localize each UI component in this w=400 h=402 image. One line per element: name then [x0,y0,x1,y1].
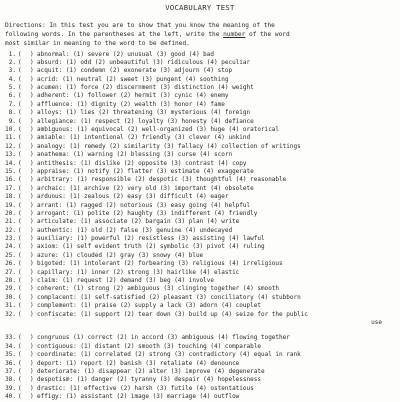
answer-blank-open[interactable]: ( [18,117,22,125]
question-row [0,302,400,310]
answer-blank-open[interactable]: ( [18,167,22,175]
question-text: bigoted: (1) intolerant (2) forbearing (3) religious (4) irreligious [37,260,283,268]
question-number: 27. [5,268,16,276]
question-row [0,67,400,75]
question-text: confiscate: (1) support (2) tear down (3) build up (4) seize for the public [37,310,308,318]
question-text: drastic: (1) effective (2) harsh (3) futile (4) ostentatious [37,384,254,392]
answer-blank-close: ) [30,201,34,209]
answer-blank-close: ) [30,384,34,392]
question-number: 33. [5,334,16,342]
question-text: acrid: (1) neutral (2) sweet (3) pungent (4) soothing [37,75,229,83]
question-row [0,311,400,319]
question-row [0,227,400,235]
question-number: 8. [8,109,16,117]
question-text: arrogant: (1) polite (2) haughty (3) indifferent (4) friendly [37,209,258,217]
question-text: alloys: (1) lies (2) threatening (3) mysterious (4) foreign [37,109,251,117]
question-number: 21. [5,218,16,226]
answer-blank-close: ) [30,310,34,318]
question-text: acquit: (1) condemn (2) exonerate (3) adjourn (4) stop [37,67,233,75]
answer-blank-close: ) [30,243,34,251]
question-text: arrant: (1) ragged (2) notorious (3) easy going (4) helpful [37,201,251,209]
question-row [0,126,400,134]
question-row [0,118,400,126]
question-text: complacent: (1) self-satisfied (2) pleasant (3) conciliatory (4) stubborn [37,293,301,301]
question-row [0,218,400,226]
answer-blank-close: ) [30,209,34,217]
question-text: analogy: (1) remedy (2) similarity (3) fallacy (4) collection of writings [37,142,301,150]
question-row [0,243,400,251]
answer-blank-open[interactable]: ( [18,359,22,367]
answer-blank-close: ) [30,302,34,310]
question-number: 13. [5,151,16,159]
question-text: acumen: (1) force (2) discernment (3) distinction (4) weight [37,84,254,92]
answer-blank-close: ) [30,184,34,192]
answer-blank-open[interactable]: ( [18,159,22,167]
answer-blank-close: ) [30,126,34,134]
question-text: complement: (1) praise (2) supply a lack (3) adorn (4) couplet [37,302,261,310]
question-text: deport: (1) report (2) banish (3) retaliate (4) denounce [37,359,240,367]
question-row [0,151,400,159]
answer-blank-open[interactable]: ( [18,126,22,134]
question-row [0,176,400,184]
answer-blank-close: ) [30,376,34,384]
question-number: 16. [5,176,16,184]
question-number: 1. [8,50,16,58]
question-number: 25. [5,251,16,259]
question-text: axiom: (1) self evident truth (2) symbolic (3) pivot (4) ruling [37,243,265,251]
question-row [0,92,400,100]
answer-blank-open[interactable]: ( [18,184,22,192]
directions-line-1: Directions: In this test you are to show that you know the meaning of the [5,22,275,29]
question-text: effigy: (1) assistant (2) image (3) marriage (4) outflow [37,393,240,401]
question-text: adherent: (1) follower (2) hermit (3) cynic (4) enemy [37,92,229,100]
answer-blank-open[interactable]: ( [18,351,22,359]
question-number: 2. [8,58,16,66]
answer-blank-close: ) [30,50,34,58]
question-text: claim: (1) request (2) demand (3) beg (4) involve [37,277,215,285]
question-row [0,59,400,67]
answer-blank-close: ) [30,260,34,268]
answer-blank-close: ) [30,176,34,184]
question-text: despotism: (1) danger (2) tyranny (3) despair (4) hopelessness [37,376,261,384]
question-text: allegiance: (1) respect (2) loyalty (3) honesty (4) defiance [37,117,254,125]
question-number: 17. [5,184,16,192]
answer-blank-open[interactable]: ( [18,201,22,209]
question-row [0,185,400,193]
answer-blank-open[interactable]: ( [18,84,22,92]
question-text: capillary: (1) inner (2) strong (3) hairlike (4) elastic [37,268,240,276]
answer-blank-open[interactable]: ( [18,310,22,318]
answer-blank-close: ) [30,92,34,100]
answer-blank-open[interactable]: ( [18,75,22,83]
answer-blank-open[interactable]: ( [18,334,22,342]
answer-blank-close: ) [30,359,34,367]
question-text: authentic: (1) old (2) false (3) genuine (4) undecayed [37,226,233,234]
answer-blank-close: ) [30,151,34,159]
question-row [0,376,400,384]
question-number: 24. [5,243,16,251]
answer-blank-close: ) [30,75,34,83]
question-row [0,235,400,243]
question-row [0,351,400,359]
answer-blank-close: ) [30,218,34,226]
question-row [0,101,400,109]
answer-blank-open[interactable]: ( [18,235,22,243]
answer-blank-open[interactable]: ( [18,50,22,58]
question-row [0,109,400,117]
question-number: 9. [8,117,16,125]
answer-blank-open[interactable]: ( [18,226,22,234]
question-text: auxiliary: (1) powerful (2) resistless (3) assisting (4) lawful [37,235,265,243]
question-text: deteriorate: (1) disappear (2) alter (3) improve (4) degenerate [37,367,265,375]
question-row [0,294,400,302]
answer-blank-close: ) [30,67,34,75]
question-text: azure: (1) clouded (2) gray (3) snowy (4) blue [37,251,204,259]
question-text: arbitrary: (1) responsible (2) despotic (3) thoughtful (4) reasonable [37,176,287,184]
question-row [0,269,400,277]
question-row [0,51,400,59]
answer-blank-close: ) [30,134,34,142]
answer-blank-open[interactable]: ( [18,142,22,150]
answer-blank-close: ) [30,367,34,375]
answer-blank-close: ) [30,277,34,285]
answer-blank-open[interactable]: ( [18,367,22,375]
question-number: 38. [5,376,16,384]
question-row [0,168,400,176]
question-row [0,334,400,342]
answer-blank-close: ) [30,117,34,125]
answer-blank-close: ) [30,109,34,117]
answer-blank-open[interactable]: ( [18,393,22,401]
directions-emphasis: number [223,31,246,38]
question-text: articulate: (1) associate (2) bargain (3) plan (4) write [37,218,240,226]
question-text: arduous: (1) zealous (2) easy (3) difficult (4) eager [37,193,229,201]
answer-blank-close: ) [30,268,34,276]
question-row [0,343,400,351]
question-row [0,368,400,376]
question-text: congruous (1) correct (2) in accord (3) ambiguous (4) flowing together [37,334,290,342]
question-text: abnormal: (1) severe (2) unusual (3) good (4) bad [37,50,215,58]
question-row [0,385,400,393]
answer-blank-open[interactable]: ( [18,342,22,350]
answer-blank-open[interactable]: ( [18,384,22,392]
question-row [0,210,400,218]
question-number: 32. [5,310,16,318]
question-number: 23. [5,235,16,243]
question-number: 18. [5,193,16,201]
answer-blank-open[interactable]: ( [18,260,22,268]
answer-blank-open[interactable]: ( [18,176,22,184]
question-text: anathema: (1) warning (2) blessing (3) curse (4) scorn [37,151,233,159]
answer-blank-close: ) [30,159,34,167]
answer-blank-close: ) [30,142,34,150]
answer-blank-open[interactable]: ( [18,92,22,100]
question-number: 35. [5,351,16,359]
answer-blank-close: ) [30,167,34,175]
answer-blank-open[interactable]: ( [18,376,22,384]
question-row [0,160,400,168]
question-number: 31. [5,302,16,310]
answer-blank-close: ) [30,235,34,243]
question-number: 40. [5,393,16,401]
answer-blank-open[interactable]: ( [18,285,22,293]
question-number: 3. [8,67,16,75]
question-number: 39. [5,384,16,392]
question-row [0,277,400,285]
answer-blank-open[interactable]: ( [18,134,22,142]
question-row [0,252,400,260]
question-text: coordinate: (1) correlated (2) strong (3) contradictory (4) equal in rank [37,351,301,359]
directions-line-3: most similar in meaning to the word to be defined. [5,40,190,47]
question-row [0,260,400,268]
answer-blank-close: ) [30,342,34,350]
answer-blank-open[interactable]: ( [18,302,22,310]
answer-blank-close: ) [30,351,34,359]
answer-blank-close: ) [30,226,34,234]
question-text: affluence: (1) dignity (2) wealth (3) honor (4) fame [37,100,225,108]
question-row [0,193,400,201]
question-text: appraise: (1) notify (2) flatter (3) estimate (4) exaggerate [37,167,254,175]
answer-blank-close: ) [30,293,34,301]
directions-line-2b: of the word [245,31,290,38]
directions [5,21,397,48]
question-continuation [0,319,400,327]
question-text: amiable: (1) intentional (2) friendly (3) clever (4) unkind [37,134,251,142]
question-text: archaic: (1) archive (2) very old (3) important (4) obsolete [37,184,254,192]
answer-blank-close: ) [30,193,34,201]
question-row [0,134,400,142]
question-row [0,393,400,401]
question-number: 29. [5,285,16,293]
answer-blank-open[interactable]: ( [18,109,22,117]
question-number: 10. [5,126,16,134]
answer-blank-open[interactable]: ( [18,218,22,226]
question-number: 7. [8,100,16,108]
question-number: 22. [5,226,16,234]
question-number: 6. [8,92,16,100]
answer-blank-close: ) [30,334,34,342]
answer-blank-close: ) [30,285,34,293]
question-number: 12. [5,142,16,150]
question-text: absurd: (1) odd (2) unbeautiful (3) ridiculous (4) peculiar [37,58,251,66]
answer-blank-open[interactable]: ( [18,293,22,301]
question-number: 4. [8,75,16,83]
question-number: 20. [5,209,16,217]
page-title: VOCABULARY TEST [165,3,235,12]
section-gap [0,327,400,334]
answer-blank-open[interactable]: ( [18,268,22,276]
answer-blank-open[interactable]: ( [18,277,22,285]
question-number: 30. [5,293,16,301]
question-text: ambiguous: (1) equivocal (2) well-organized (3) huge (4) oratorical [37,126,280,134]
question-number: 11. [5,134,16,142]
answer-blank-open[interactable]: ( [18,58,22,66]
question-number: 34. [5,342,16,350]
answer-blank-close: ) [30,251,34,259]
question-text: coherent: (1) strong (2) ambiguous (3) clinging together (4) smooth [37,285,280,293]
answer-blank-open[interactable]: ( [18,67,22,75]
question-row [0,202,400,210]
question-number: 14. [5,159,16,167]
answer-blank-close: ) [30,393,34,401]
answer-blank-close: ) [30,84,34,92]
question-number: 26. [5,260,16,268]
question-text: contiguous: (1) distant (2) smooth (3) touching (4) comparable [37,342,261,350]
directions-line-2: following words. In the parentheses at the left, write the [5,31,224,38]
question-row [0,76,400,84]
answer-blank-open[interactable]: ( [18,209,22,217]
answer-blank-open[interactable]: ( [18,151,22,159]
question-number: 37. [5,367,16,375]
question-number: 36. [5,359,16,367]
question-row [0,285,400,293]
question-number: 19. [5,201,16,209]
answer-blank-open[interactable]: ( [18,100,22,108]
answer-blank-open[interactable]: ( [18,243,22,251]
question-text: antithesis: (1) dislike (2) opposite (3) contrast (4) copy [37,159,247,167]
answer-blank-open[interactable]: ( [18,251,22,259]
question-number: 5. [8,84,16,92]
question-number: 28. [5,277,16,285]
continuation-text: use [371,319,382,326]
question-row [0,143,400,151]
answer-blank-close: ) [30,100,34,108]
question-list [0,51,400,402]
question-row [0,84,400,92]
question-row [0,360,400,368]
question-number: 15. [5,167,16,175]
answer-blank-close: ) [30,58,34,66]
answer-blank-open[interactable]: ( [18,193,22,201]
